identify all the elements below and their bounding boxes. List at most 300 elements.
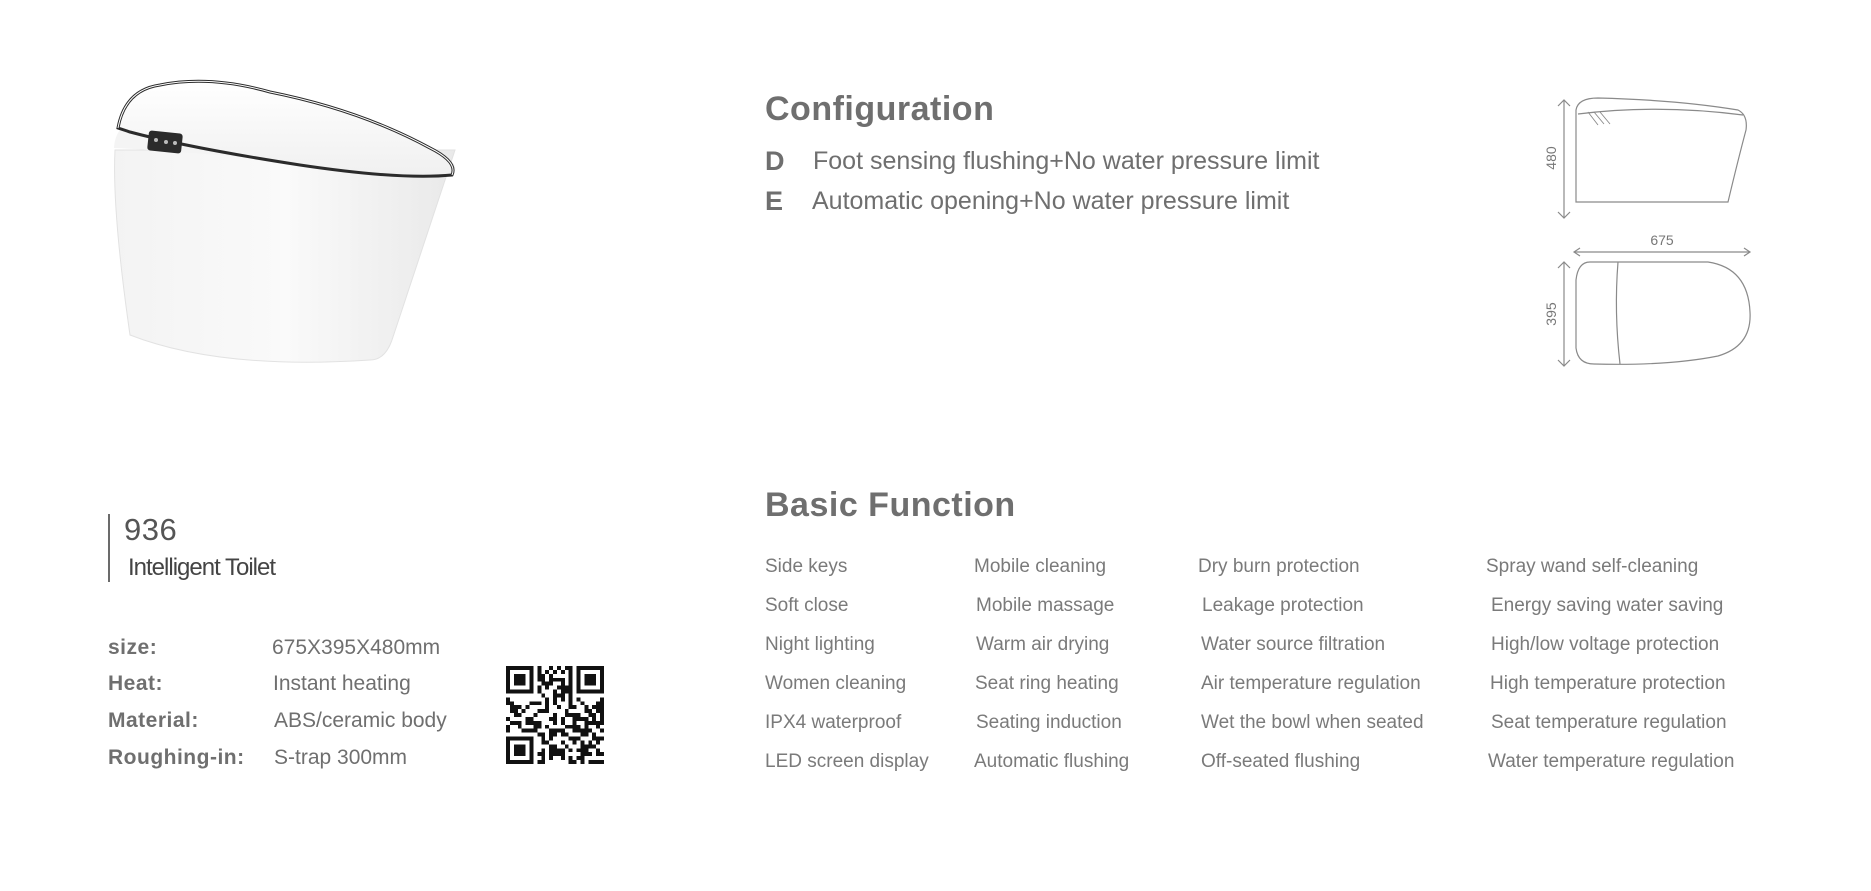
spec-value-size: 675X395X480mm [272,636,441,659]
qr-module [573,721,577,725]
qr-module [577,748,581,752]
qr-module [553,701,557,705]
qr-module [522,760,526,764]
model-number: 936 [124,512,178,547]
qr-module [584,705,588,709]
qr-module [541,682,545,686]
qr-module [596,737,600,741]
qr-module [537,721,541,725]
qr-module [553,690,557,694]
qr-module [518,690,522,694]
qr-module [510,701,514,705]
qr-module [545,705,549,709]
qr-module [506,729,510,733]
qr-module [514,690,518,694]
qr-module [600,760,604,764]
qr-module [592,760,596,764]
qr-module [577,697,581,701]
qr-module [584,744,588,748]
qr-module [541,740,545,744]
function-item: Spray wand self-cleaning [1486,556,1699,577]
function-item: Dry burn protection [1198,556,1360,577]
qr-module [557,705,561,709]
qr-module [596,690,600,694]
qr-module [577,678,581,682]
function-item: Automatic flushing [974,751,1130,772]
qr-module [537,678,541,682]
qr-module [584,709,588,713]
qr-module [526,721,530,725]
qr-module [596,740,600,744]
length-dimension-label: 675 [1650,232,1674,248]
qr-module [506,737,510,741]
qr-module [537,690,541,694]
spec-value-roughing: S-trap 300mm [274,746,408,769]
qr-module [592,674,596,678]
qr-module [533,713,537,717]
qr-module [580,690,584,694]
width-dimension-label: 395 [1543,302,1559,326]
qr-module [510,666,514,670]
qr-module [565,709,569,713]
qr-module [580,733,584,737]
qr-module [522,678,526,682]
qr-module [526,690,530,694]
qr-module [596,748,600,752]
qr-module [541,693,545,697]
qr-module [537,670,541,674]
qr-module [600,729,604,733]
qr-module [584,733,588,737]
model-divider [108,514,110,582]
qr-module [522,744,526,748]
qr-module [600,737,604,741]
qr-module [569,705,573,709]
qr-module [522,674,526,678]
qr-module [588,713,592,717]
qr-module [600,705,604,709]
qr-module [588,666,592,670]
qr-module [600,690,604,694]
qr-module [588,690,592,694]
qr-module [506,666,510,670]
qr-module [561,697,565,701]
qr-module [600,717,604,721]
qr-module [510,705,514,709]
function-item: Warm air drying [976,634,1110,655]
qr-module [588,721,592,725]
qr-module [588,744,592,748]
qr-code [506,666,604,764]
qr-module [573,713,577,717]
qr-module [533,701,537,705]
qr-module [584,674,588,678]
qr-module [573,737,577,741]
qr-module [518,678,522,682]
qr-module [537,674,541,678]
qr-module [549,748,553,752]
qr-module [549,729,553,733]
qr-module [580,717,584,721]
qr-module [510,721,514,725]
qr-module [569,701,573,705]
qr-module [537,760,541,764]
qr-module [537,709,541,713]
qr-module [580,752,584,756]
qr-module [600,709,604,713]
function-item: IPX4 waterproof [765,712,902,733]
qr-module [522,737,526,741]
qr-module [584,748,588,752]
qr-module [569,674,573,678]
qr-module [549,717,553,721]
qr-module [577,674,581,678]
function-item: High/low voltage protection [1491,634,1720,655]
qr-module [545,701,549,705]
qr-module [561,690,565,694]
qr-module [506,760,510,764]
qr-module [600,713,604,717]
function-item: Energy saving water saving [1491,595,1724,616]
qr-module [530,760,534,764]
qr-module [561,721,565,725]
spec-label-heat: Heat: [108,672,164,695]
qr-module [569,748,573,752]
qr-module [545,697,549,701]
qr-module [549,678,553,682]
qr-module [537,752,541,756]
qr-module [541,709,545,713]
qr-module [596,709,600,713]
qr-module [600,682,604,686]
qr-module [530,678,534,682]
qr-module [506,686,510,690]
function-item: Night lighting [765,634,875,655]
qr-module [506,756,510,760]
function-item: Water source filtration [1201,634,1386,655]
qr-module [600,670,604,674]
qr-module [526,666,530,670]
qr-module [530,674,534,678]
qr-module [569,760,573,764]
qr-module [526,729,530,733]
model-name: Intelligent Toilet [128,554,275,581]
qr-module [549,674,553,678]
qr-module [557,729,561,733]
qr-module [514,737,518,741]
qr-module [588,709,592,713]
qr-module [584,717,588,721]
qr-module [561,756,565,760]
height-dimension-label: 480 [1543,146,1559,170]
qr-module [588,740,592,744]
qr-module [518,713,522,717]
qr-module [541,733,545,737]
qr-module [600,701,604,705]
qr-module [588,678,592,682]
qr-module [557,666,561,670]
qr-module [561,686,565,690]
qr-module [553,733,557,737]
qr-module [522,709,526,713]
qr-module [518,737,522,741]
spec-label-roughing: Roughing-in: [108,746,245,769]
qr-module [549,752,553,756]
qr-module [530,748,534,752]
qr-module [506,744,510,748]
qr-module [577,686,581,690]
qr-module [549,744,553,748]
qr-module [522,729,526,733]
qr-module [526,737,530,741]
function-item: Seat temperature regulation [1491,712,1727,733]
qr-module [553,678,557,682]
configuration-title: Configuration [765,90,995,128]
qr-module [537,701,541,705]
qr-module [506,725,510,729]
qr-module [584,729,588,733]
qr-module [530,717,534,721]
qr-module [565,713,569,717]
qr-module [549,682,553,686]
qr-module [561,678,565,682]
qr-module [580,701,584,705]
qr-module [514,705,518,709]
qr-module [565,686,569,690]
function-item: Side keys [765,556,848,577]
qr-module [600,674,604,678]
qr-module [561,733,565,737]
qr-module [533,721,537,725]
qr-module [518,744,522,748]
qr-module [530,666,534,670]
qr-module [580,740,584,744]
qr-module [596,705,600,709]
qr-module [584,678,588,682]
function-item: Seat ring heating [975,673,1119,694]
qr-module [537,733,541,737]
qr-module [541,760,545,764]
qr-module [514,674,518,678]
qr-module [577,682,581,686]
qr-module [553,670,557,674]
qr-module [514,752,518,756]
qr-module [518,725,522,729]
qr-module [522,752,526,756]
qr-module [530,670,534,674]
qr-module [541,737,545,741]
qr-module [514,709,518,713]
function-item: Women cleaning [765,673,907,694]
qr-module [600,752,604,756]
qr-module [506,682,510,686]
qr-module [592,744,596,748]
qr-module [514,713,518,717]
qr-module [510,690,514,694]
spec-label-size: size: [108,636,158,659]
qr-module [580,748,584,752]
qr-module [557,752,561,756]
qr-module [592,690,596,694]
qr-module [569,713,573,717]
function-item: LED screen display [765,751,929,772]
dimension-diagram [1538,90,1758,370]
config-letter-e: E [765,186,784,216]
qr-module [510,709,514,713]
qr-module [577,737,581,741]
qr-module [530,737,534,741]
spec-value-heat: Instant heating [273,672,411,695]
qr-module [506,701,510,705]
function-item: Soft close [765,595,849,616]
function-item: Seating induction [976,712,1122,733]
qr-module [541,752,545,756]
qr-module [596,721,600,725]
qr-module [506,717,510,721]
qr-module [518,666,522,670]
qr-module [514,678,518,682]
qr-module [506,678,510,682]
qr-module [600,697,604,701]
qr-module [561,729,565,733]
qr-module [506,748,510,752]
qr-module [545,686,549,690]
config-text-d: Foot sensing flushing+No water pressure limit [813,147,1320,175]
qr-module [530,690,534,694]
qr-module [537,686,541,690]
qr-module [569,670,573,674]
qr-module [592,713,596,717]
qr-module [596,760,600,764]
qr-module [569,756,573,760]
qr-module [530,756,534,760]
qr-module [561,693,565,697]
qr-module [514,721,518,725]
function-item: Off-seated flushing [1201,751,1361,772]
qr-module [592,678,596,682]
qr-module [569,737,573,741]
qr-module [573,725,577,729]
qr-module [573,729,577,733]
qr-module [584,690,588,694]
qr-module [541,678,545,682]
function-item: Wet the bowl when seated [1201,712,1424,733]
qr-module [588,682,592,686]
qr-module [600,666,604,670]
qr-module [584,666,588,670]
qr-module [530,721,534,725]
qr-module [592,721,596,725]
qr-module [553,748,557,752]
function-item: Leakage protection [1202,595,1364,616]
qr-module [518,674,522,678]
qr-module [541,756,545,760]
qr-module [592,733,596,737]
qr-module [553,717,557,721]
qr-module [530,752,534,756]
function-item: Water temperature regulation [1488,751,1735,772]
qr-module [553,729,557,733]
qr-module [522,666,526,670]
qr-module [592,737,596,741]
qr-module [526,760,530,764]
qr-module [588,674,592,678]
spec-label-material: Material: [108,709,199,732]
qr-module [549,756,553,760]
qr-module [561,717,565,721]
qr-module [584,721,588,725]
qr-module [530,744,534,748]
qr-module [506,690,510,694]
qr-module [530,740,534,744]
qr-module [588,760,592,764]
qr-module [573,760,577,764]
qr-module [506,674,510,678]
qr-module [577,725,581,729]
basic-function-title: Basic Function [765,486,1016,524]
qr-module [596,752,600,756]
qr-module [569,678,573,682]
qr-module [553,752,557,756]
function-item: Mobile massage [976,595,1115,616]
qr-module [506,752,510,756]
qr-module [561,752,565,756]
qr-module [569,686,573,690]
qr-module [514,760,518,764]
qr-module [541,748,545,752]
qr-module [545,682,549,686]
qr-module [553,697,557,701]
qr-module [530,686,534,690]
qr-module [580,666,584,670]
qr-module [580,760,584,764]
qr-module [518,705,522,709]
config-letter-d: D [765,146,785,176]
qr-module [537,666,541,670]
qr-module [526,717,530,721]
qr-module [506,670,510,674]
qr-module [518,721,522,725]
qr-module [588,752,592,756]
qr-module [592,717,596,721]
qr-module [584,682,588,686]
qr-module [545,709,549,713]
qr-module [569,682,573,686]
qr-module [553,721,557,725]
qr-module [518,748,522,752]
function-item: High temperature protection [1490,673,1726,694]
top-view-outline [1558,262,1750,366]
qr-module [522,690,526,694]
qr-module [561,740,565,744]
qr-module [569,697,573,701]
qr-module [514,666,518,670]
qr-module [510,737,514,741]
qr-module [553,713,557,717]
qr-module [541,674,545,678]
product-photo [100,70,480,370]
qr-module [553,693,557,697]
qr-module [530,701,534,705]
qr-module [596,666,600,670]
function-item: Mobile cleaning [974,556,1107,577]
qr-module [569,666,573,670]
qr-module [577,729,581,733]
qr-module [584,752,588,756]
qr-module [588,729,592,733]
qr-module [596,701,600,705]
qr-module [506,740,510,744]
